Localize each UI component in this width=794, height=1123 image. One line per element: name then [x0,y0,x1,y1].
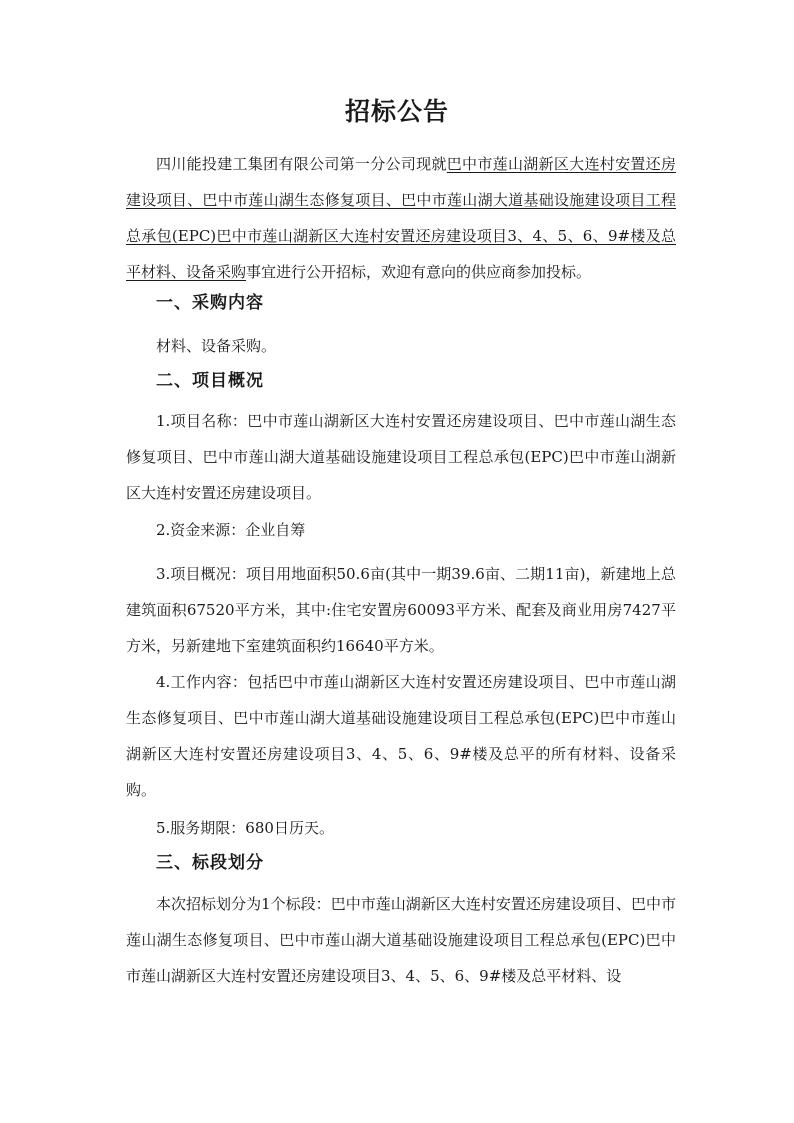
overview-item-duration: 5.服务期限：680日历天。 [156,819,334,837]
overview-item-scope: 4.工作内容：包括巴中市莲山湖新区大连村安置还房建设项目、巴中市莲山湖生态修复项目、巴中市莲山湖大道基础设施建设项目工程总承包(EPC)巴中市莲山湖新区大连村安置还房建设项目3、4、5、6、9#楼及总平的所有材料、设备采购。 [126,673,676,799]
overview-item-funding: 2.资金来源：企业自筹 [156,521,306,539]
section-heading-lots: 三、标段划分 [156,853,264,873]
intro-suffix: 事宜进行公开招标，欢迎有意向的供应商参加投标。 [246,263,592,281]
section-heading-procurement: 一、采购内容 [156,293,264,313]
intro-project-name: 巴中市莲山湖新区大连村安置还房建设项目、巴中市莲山湖生态修复项目、巴中市莲山湖大道基础设施建设项目工程总承包(EPC)巴中市莲山湖新区大连村安置还房建设项目3、4、5、6、9#楼及总平材料、设备采购 [126,155,676,281]
overview-item-project-name: 1.项目名称：巴中市莲山湖新区大连村安置还房建设项目、巴中市莲山湖生态修复项目、巴中市莲山湖大道基础设施建设项目工程总承包(EPC)巴中市莲山湖新区大连村安置还房建设项目。 [126,412,676,502]
document-title: 招标公告 [344,97,449,126]
procurement-content: 材料、设备采购。 [156,337,277,355]
overview-item-summary: 3.项目概况：项目用地面积50.6亩(其中一期39.6亩、二期11亩)，新建地上总建筑面积67520平方米，其中:住宅安置房60093平方米、配套及商业用房7427平方米，另新建地下室建筑面积约16640平方米。 [126,565,676,655]
intro-paragraph [126,146,676,290]
lots-paragraph: 本次招标划分为1个标段：巴中市莲山湖新区大连村安置还房建设项目、巴中市莲山湖生态修复项目、巴中市莲山湖大道基础设施建设项目工程总承包(EPC)巴中市莲山湖新区大连村安置还房建设项目3、4、5、6、9#楼及总平材料、设 [126,895,676,985]
intro-prefix: 四川能投建工集团有限公司第一分公司现就 [156,155,447,173]
section-heading-overview: 二、项目概况 [156,371,264,391]
